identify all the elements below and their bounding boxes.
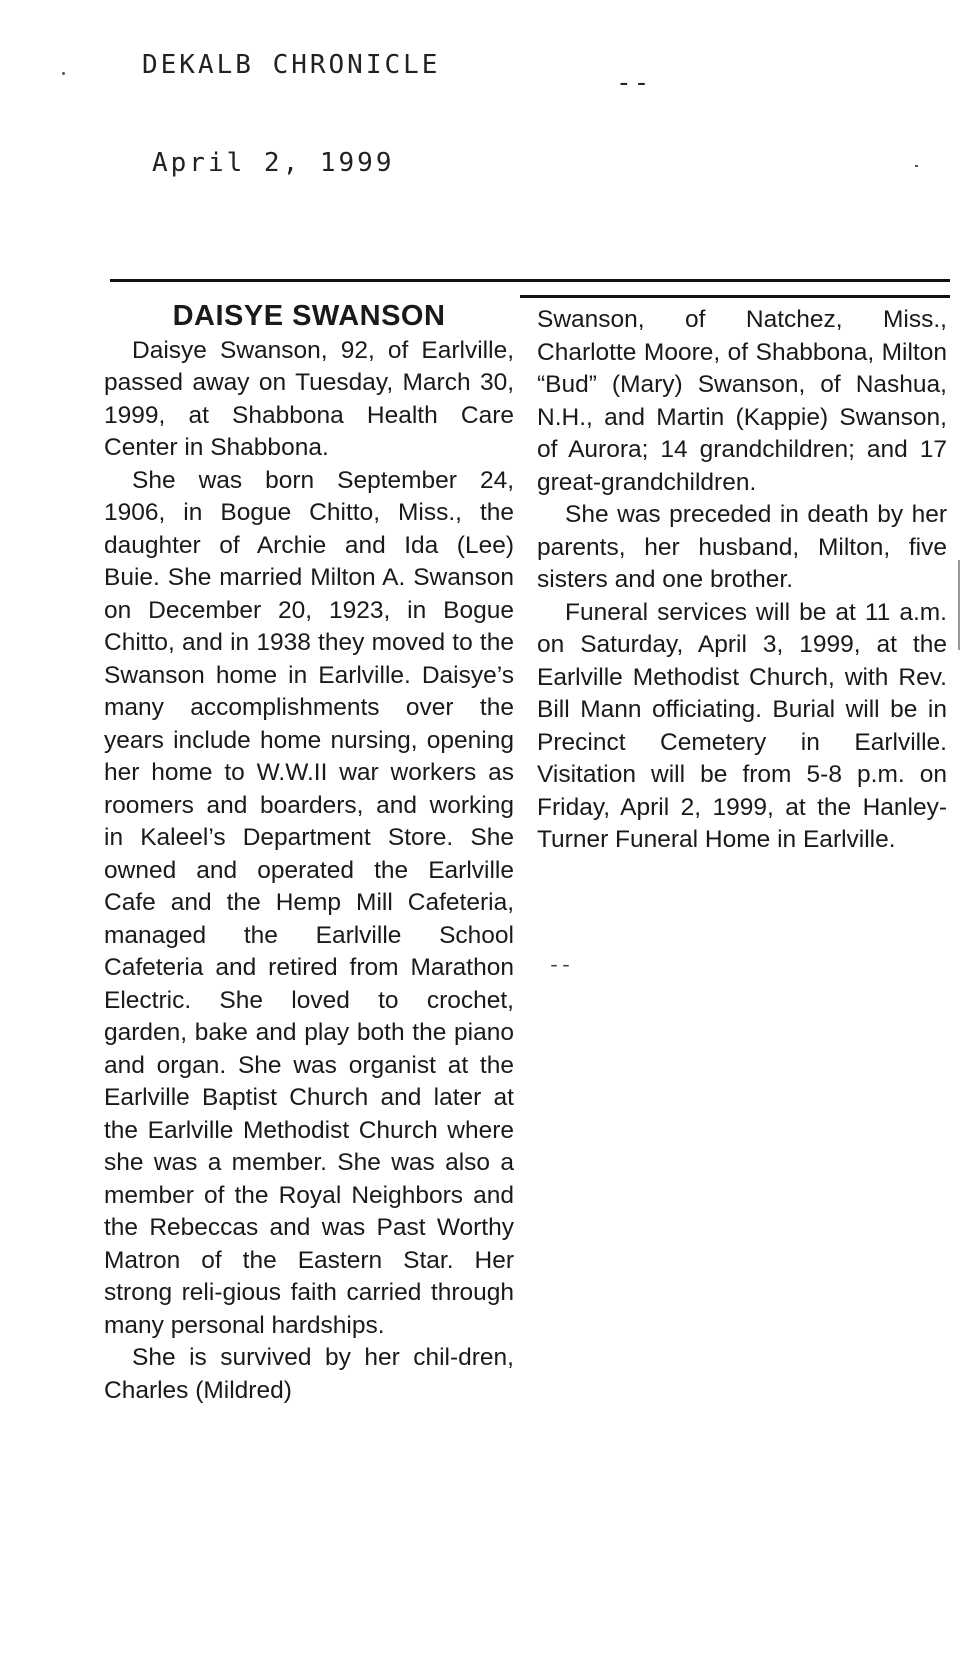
scan-edge-mark [958, 560, 960, 650]
clipping-date: April 2, 1999 [152, 148, 395, 178]
article-paragraph: Funeral services will be at 11 a.m. on Saturday, April 3, 1999, at the Earlville Methodist Church, with Rev. Bill Mann officiating. Burial will be in Precinct Cemetery in Earlville. Visitation will be from 5-8 p.m. on Friday, April 2, 1999, at the Hanley-Turner Funeral Home in Earlville. [537, 598, 947, 853]
end-mark: -- [548, 955, 573, 978]
scan-speck [62, 72, 65, 75]
article-paragraph: She is survived by her chil-dren, Charles (Mildred) [104, 1344, 514, 1404]
article-paragraph: Daisye Swanson, 92, of Earlville, passed away on Tuesday, March 30, 1999, at Shabbona Health Care Center in Shabbona. [104, 336, 514, 461]
page-dash: -- [616, 68, 652, 98]
article-headline: DAISYE SWANSON [172, 300, 446, 332]
top-rule [110, 279, 950, 282]
article-paragraph: She was preceded in death by her parents, her husband, Milton, five sisters and one brother. [537, 501, 947, 593]
scan-speck [915, 165, 918, 167]
article-paragraph: Swanson, of Natchez, Miss., Charlotte Moore, of Shabbona, Milton “Bud” (Mary) Swanson, of Nashua, N.H., and Martin (Kappie) Swanson, of Aurora; 14 grandchildren; and 17 great-grandchildren. [537, 306, 947, 496]
article-column-right [537, 304, 947, 857]
article-paragraph: She was born September 24, 1906, in Bogue Chitto, Miss., the daughter of Archie and Ida (Lee) Buie. She married Milton A. Swanson on December 20, 1923, in Bogue Chitto, and in 1938 they moved to the Swanson home in Earlville. Daisye’s many accomplishments over the years include home nursing, opening her home to W.W.II war workers as roomers and boarders, and working in Kaleel’s Department Store. She owned and operated the Earlville Cafe and the Hemp Mill Cafeteria, managed the Earlville School Cafeteria and retired from Marathon Electric. She loved to crochet, garden, bake and play both the piano and organ. She was organist at the Earlville Baptist Church and later at the Earlville Methodist Church where she was a member. She was also a member of the Royal Neighbors and the Rebeccas and was Past Worthy Matron of the Eastern Star. Her strong reli-gious faith carried through many personal hardships. [104, 466, 514, 1339]
article-column-left [104, 300, 514, 1407]
publication-name: DEKALB CHRONICLE [142, 50, 441, 80]
top-right-rule [520, 295, 950, 298]
